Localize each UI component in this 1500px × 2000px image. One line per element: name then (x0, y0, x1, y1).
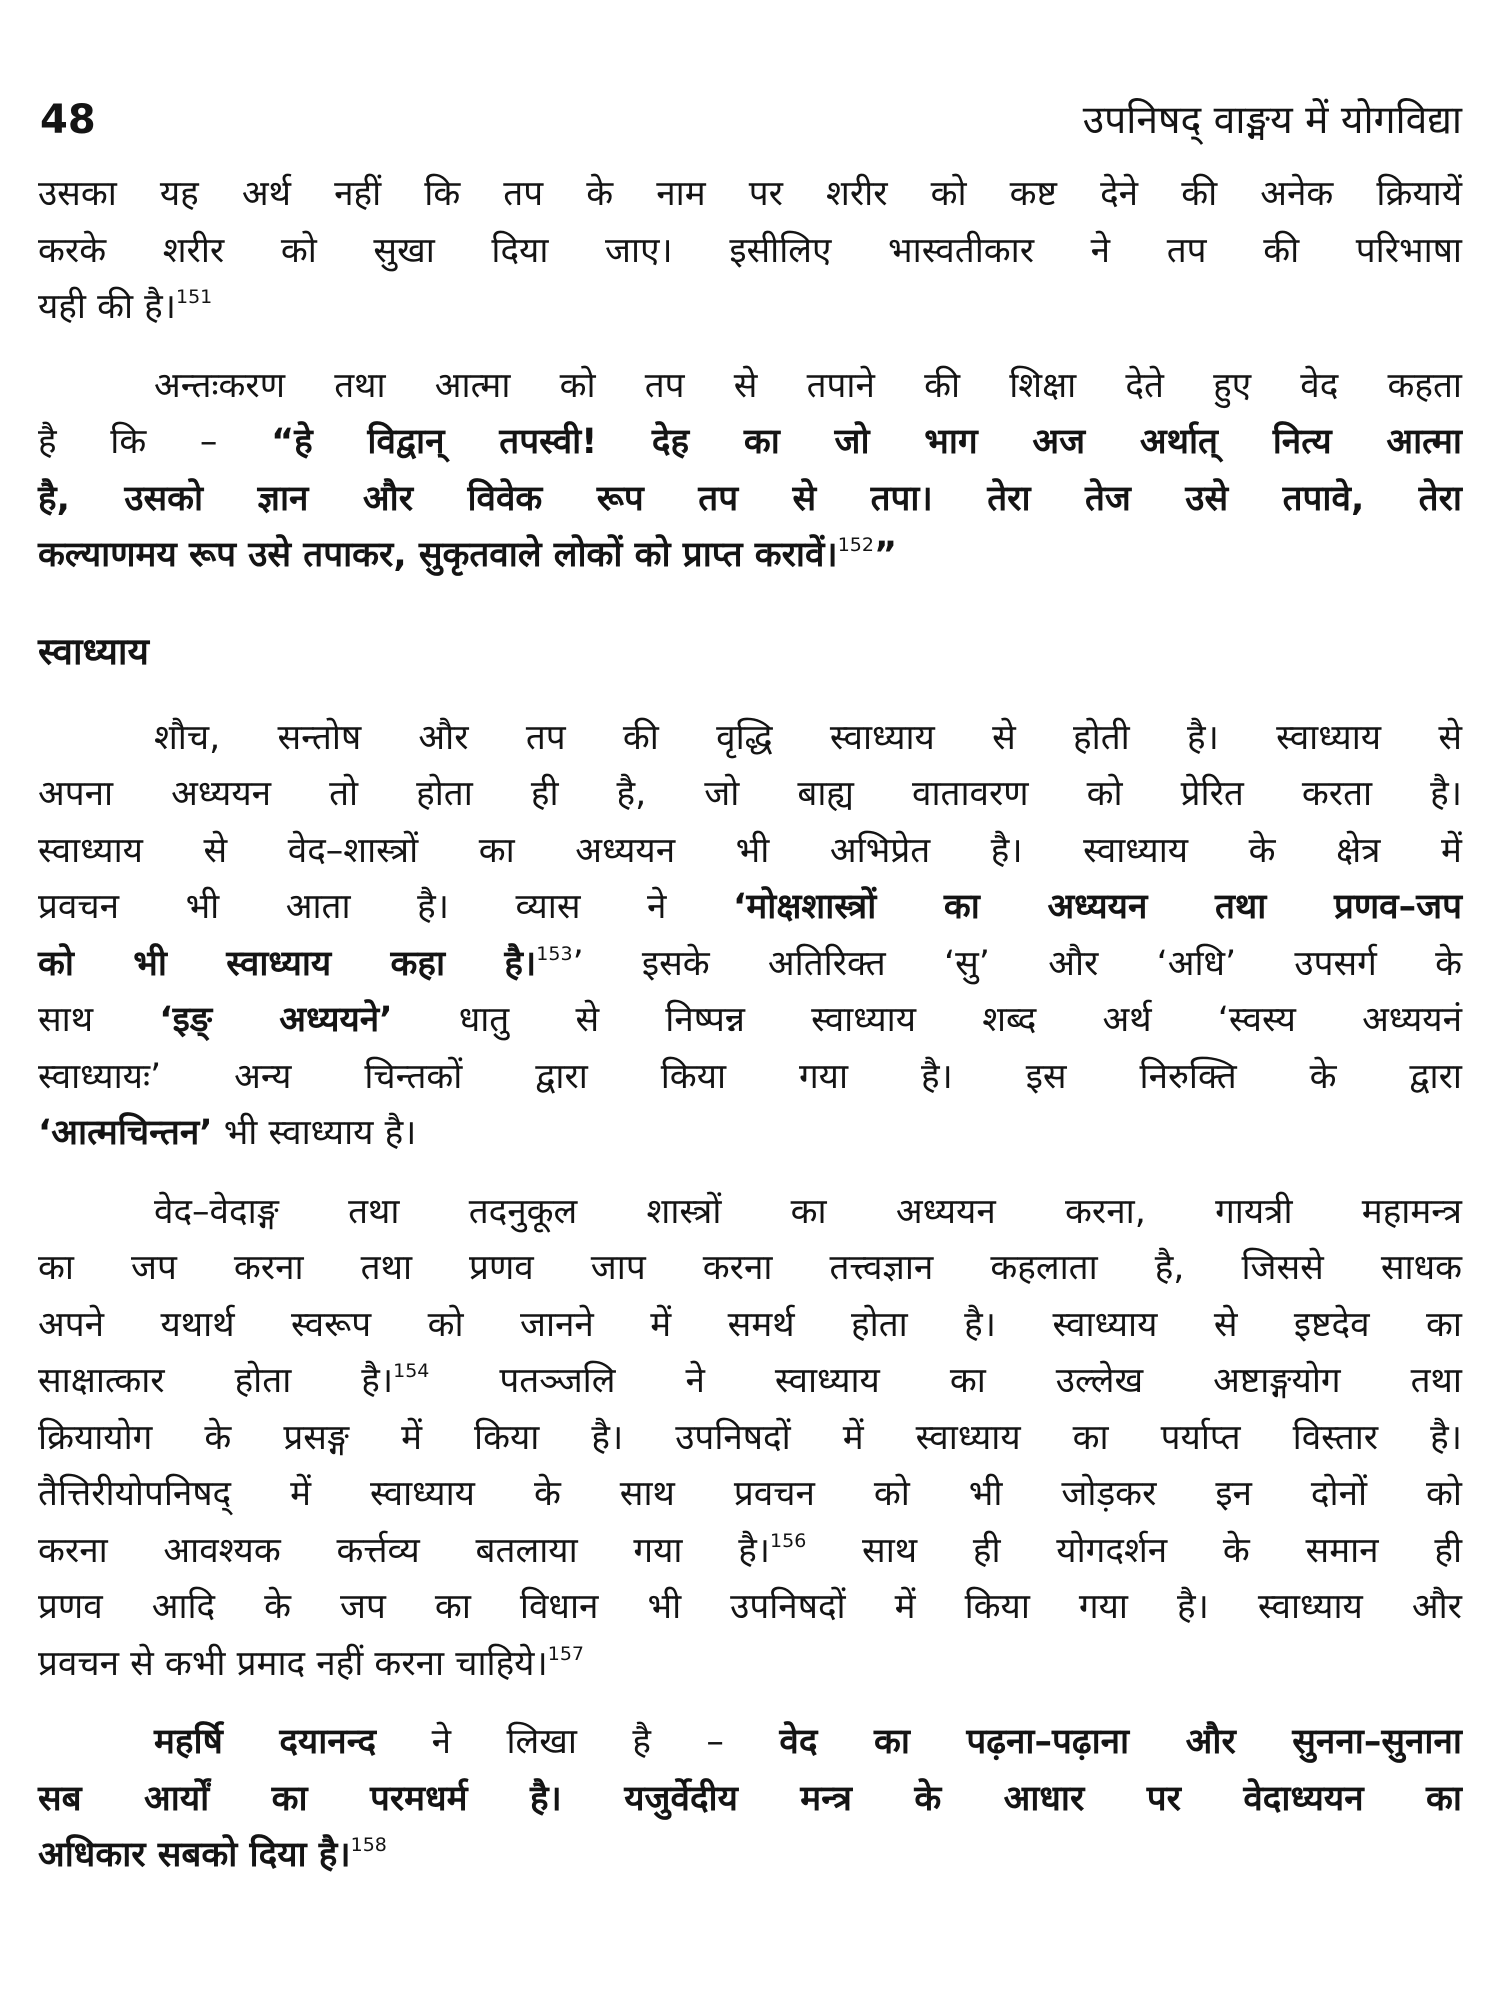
text-line: वेद–वेदाङ्ग तथा तदनुकूल शास्त्रों का अध्ययन करना, गायत्री महामन्त्र (154, 1191, 1462, 1232)
text-run: साथ (38, 1000, 160, 1040)
page-number: 48 (40, 97, 96, 143)
bold-phrase: को भी स्वाध्याय कहा है। (38, 943, 537, 984)
text-line (38, 1353, 1462, 1410)
text-line: अपने यथार्थ स्वरूप को जानने में समर्थ होता है। स्वाध्याय से इष्टदेव का (38, 1304, 1462, 1345)
bold-phrase: सब आर्यों का परमधर्म है। यजुर्वेदीय मन्त्र के आधार पर वेदाध्ययन का (38, 1778, 1462, 1819)
text-line (38, 1714, 1462, 1771)
bold-phrase: ‘मोक्षशास्त्रों का अध्ययन तथा प्रणव–जप (733, 887, 1462, 927)
text-line (38, 279, 1462, 336)
quote-bold: है, उसको ज्ञान और विवेक रूप तप से तपा। तेरा तेज उसे तपावे, तेरा (38, 478, 1462, 519)
text-run: प्रवचन भी आता है। व्यास ने (38, 887, 734, 927)
running-title: उपनिषद् वाङ्मय में योगविद्या (1082, 98, 1462, 143)
text-run: है कि – (38, 422, 272, 462)
paragraph-2 (38, 358, 1462, 584)
text-line (38, 527, 1462, 584)
bold-phrase: महर्षि दयानन्द (154, 1722, 377, 1762)
text-line: क्रियायोग के प्रसङ्ग में किया है। उपनिषदों में स्वाध्याय का पर्याप्त विस्तार है। (38, 1417, 1462, 1458)
bold-phrase: ‘आत्मचिन्तन’ (38, 1113, 213, 1153)
footnote-ref-157: 157 (547, 1642, 585, 1665)
text-run: धातु से निष्पन्न स्वाध्याय शब्द अर्थ ‘स्वस्य अध्ययनं (392, 1000, 1462, 1040)
footnote-ref-151: 151 (176, 286, 213, 308)
text-run: ने लिखा है – (376, 1722, 780, 1762)
paragraph-1 (38, 166, 1462, 336)
text-run: साथ ही योगदर्शन के समान ही (806, 1530, 1463, 1571)
text-run: यही की है। (38, 287, 176, 327)
text-line: उसका यह अर्थ नहीं कि तप के नाम पर शरीर को कष्ट देने की अनेक क्रियायें (38, 174, 1462, 214)
footnote-ref-158: 158 (350, 1834, 387, 1856)
text-run: पतञ्जलि ने स्वाध्याय का उल्लेख अष्टाङ्गयोग तथा (429, 1361, 1462, 1401)
text-run: प्रवचन से कभी प्रमाद नहीं करना चाहिये। (38, 1643, 548, 1684)
footnote-ref-156: 156 (770, 1529, 807, 1552)
text-run: ’ इसके अतिरिक्त ‘सु’ और ‘अधि’ उपसर्ग के (572, 943, 1462, 984)
text-run: भी स्वाध्याय है। (212, 1113, 417, 1153)
bold-phrase: ‘इङ् अध्ययने’ (159, 1000, 393, 1040)
text-run: साक्षात्कार होता है। (38, 1361, 394, 1401)
text-line: तैत्तिरीयोपनिषद् में स्वाध्याय के साथ प्रवचन को भी जोड़कर इन दोनों को (38, 1474, 1462, 1514)
text-line: स्वाध्यायः’ अन्य चिन्तकों द्वारा किया गया है। इस निरुक्ति के द्वारा (38, 1056, 1462, 1097)
text-line (38, 879, 1462, 936)
text-line: प्रणव आदि के जप का विधान भी उपनिषदों में किया गया है। स्वाध्याय और (38, 1587, 1462, 1627)
text-line: शौच, सन्तोष और तप की वृद्धि स्वाध्याय से होती है। स्वाध्याय से (154, 717, 1462, 758)
text-line: स्वाध्याय से वेद–शास्त्रों का अध्ययन भी अभिप्रेत है। स्वाध्याय के क्षेत्र में (38, 830, 1462, 871)
text-line (38, 1523, 1462, 1580)
text-line: का जप करना तथा प्रणव जाप करना तत्त्वज्ञान कहलाता है, जिससे साधक (38, 1248, 1462, 1288)
bold-phrase: वेद का पढ़ना–पढ़ाना और सुनना–सुनाना (779, 1722, 1462, 1762)
bold-phrase: अधिकार सबको दिया है। (38, 1835, 351, 1875)
quote-close: ” (873, 535, 897, 575)
text-run: करना आवश्यक कर्त्तव्य बतलाया गया है। (38, 1530, 771, 1571)
text-line (38, 992, 1462, 1049)
text-line (38, 1105, 1462, 1162)
running-header (38, 92, 1462, 166)
text-line (38, 936, 1462, 993)
text-line (38, 414, 1462, 471)
footnote-ref-153: 153 (536, 942, 573, 965)
text-line (38, 471, 1462, 528)
text-line: करके शरीर को सुखा दिया जाए। इसीलिए भास्वतीकार ने तप की परिभाषा (38, 230, 1462, 271)
section-heading: स्वाध्याय (38, 629, 149, 673)
footnote-ref-152: 152 (837, 534, 874, 556)
quote-bold: “हे विद्वान् तपस्वी! देह का जो भाग अज अर्थात् नित्य आत्मा (271, 422, 1462, 462)
text-line (38, 1771, 1462, 1828)
text-line: अपना अध्ययन तो होता ही है, जो बाह्य वातावरण को प्रेरित करता है। (38, 774, 1462, 814)
paragraph-5 (38, 1714, 1462, 1884)
paragraph-4 (38, 1184, 1462, 1693)
footnote-ref-154: 154 (393, 1360, 430, 1382)
text-line (38, 1827, 1462, 1884)
text-line (38, 1636, 1462, 1693)
paragraph-3 (38, 710, 1462, 1162)
quote-bold: कल्याणमय रूप उसे तपाकर, सुकृतवाले लोकों को प्राप्त करावें। (38, 535, 838, 575)
text-line: अन्तःकरण तथा आत्मा को तप से तपाने की शिक्षा देते हुए वेद कहता (154, 365, 1462, 406)
